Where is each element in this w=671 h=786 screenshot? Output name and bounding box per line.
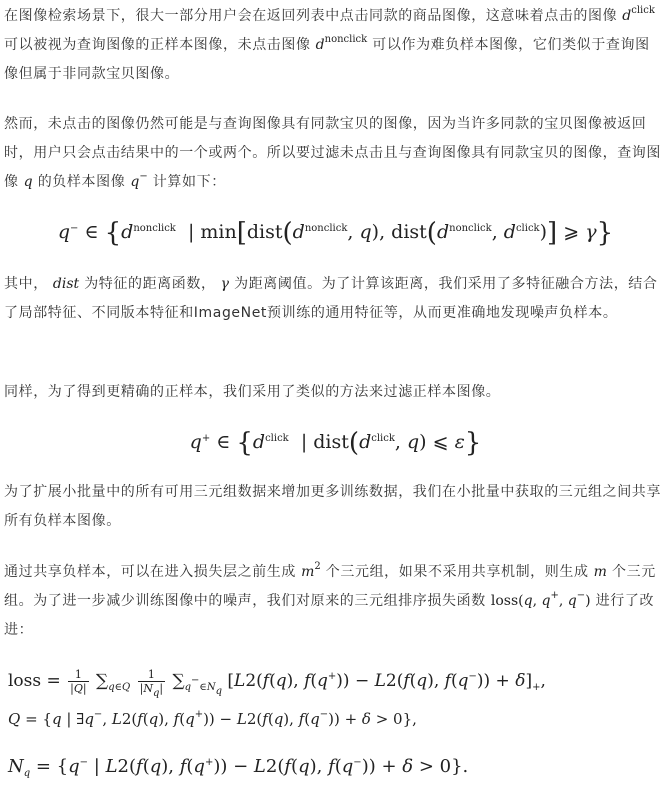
math-d-click: $d^{click}$	[622, 5, 655, 24]
equation-q-set: Q = {q | ∃q−, L2(f(q), f(q+)) − L2(f(q), f(q−)) + δ > 0},	[8, 709, 417, 728]
paragraph-negative-filter: 然而，未点击的图像仍然可能是与查询图像具有同款宝贝的图像，因为当许多同款的宝贝图像被返回时，用户只会点击结果中的一个或两个。所以要过滤未点击且与查询图像具有同款宝贝的图像，查询图像 q 的负样本图像 q− 计算如下：	[4, 116, 661, 190]
math-q-minus: q−	[130, 171, 148, 190]
paragraph-distance: 其中， dist 为特征的距离函数， γ 为距离阈值。为了计算该距离，我们采用了多特征融合方法，结合了局部特征、不同版本特征和ImageNet预训练的通用特征等，从而更准确地发现噪声负样本。	[4, 276, 658, 321]
paragraph-shared-negatives: 为了扩展小批量中的所有可用三元组数据来增加更多训练数据，我们在小批量中获取的三元组之间共享所有负样本图像。	[4, 484, 661, 529]
math-d-nonclick: $d^{nonclick}$	[315, 34, 368, 53]
math-m-squared: $m^2$	[301, 561, 321, 580]
equation-negative-set: q− ∈ {$d^{nonclick}$ | $\min[dist(d^{nonclick}$, q), $dist(d^{nonclick}$, $d^{click}$)] ⩾ γ}	[57, 218, 614, 248]
paragraph-positive-filter: 同样，为了得到更精确的正样本，我们采用了类似的方法来过滤正样本图像。	[4, 384, 501, 400]
math-m: m	[593, 564, 607, 580]
math-loss-signature: loss(q, q+, q−)	[490, 590, 591, 609]
math-dist: dist	[52, 276, 80, 292]
equation-loss: loss = $\frac{1}{|Q|}$ $\sum_{q\in Q}$ $\frac{1}{|N_q|}$ $\sum_{q^-\in N_q}$ [L2(f(q), f(q+)) − L2(f(q), $f(q^-)) + \delta]_+$,	[8, 668, 546, 699]
paragraph-triplet-loss: 通过共享负样本，可以在进入损失层之前生成 $m^2$ 个三元组，如果不采用共享机制，则生成 m 个三元组。为了进一步减少训练图像中的噪声，我们对原来的三元组排序损失函数 loss(q, q+, q−) 进行了改进：	[4, 561, 656, 638]
equation-positive-set: q+ ∈ {$d^{click}$ | $dist(d^{click}$, q) ⩽ ε}	[189, 428, 482, 458]
math-gamma: γ	[220, 276, 230, 292]
equation-nq-set: $N_q = \{q^-$ | L2(f(q), f(q+)) − L2(f(q), f(q−)) + δ > 0}.	[8, 756, 469, 779]
math-q: q	[23, 174, 33, 190]
paragraph-intro: 在图像检索场景下，很大一部分用户会在返回列表中点击同款的商品图像，这意味着点击的图像 $d^{click}$ 可以被视为查询图像的正样本图像，未点击图像 $d^{nonclick}$ 可以作为难负样本图像，它们类似于查询图像但属于非同款宝贝图像。	[4, 5, 655, 82]
